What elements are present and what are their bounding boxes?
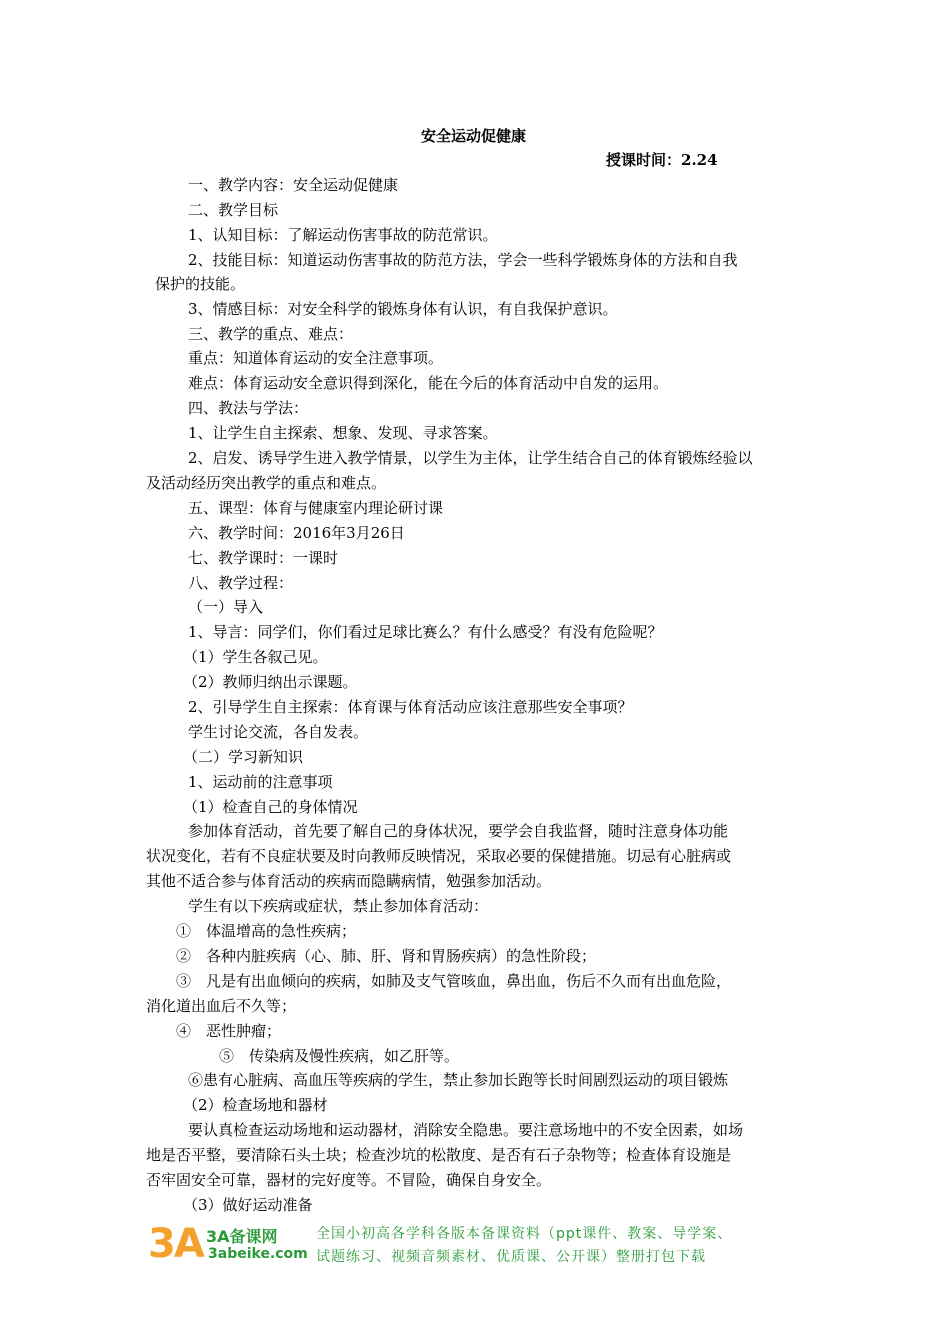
text-line: 四、教法与学法： bbox=[188, 399, 309, 417]
text-line: ③ 凡是有出血倾向的疾病，如肺及支气管咳血，鼻出血，伤后不久而有出血危险， bbox=[176, 972, 732, 990]
text-line: 其他不适合参与体育活动的疾病而隐瞒病情，勉强参加活动。 bbox=[146, 872, 552, 890]
text-line: 八、教学过程： bbox=[188, 574, 294, 592]
text-line: ⑤ 传染病及慢性疾病，如乙肝等。 bbox=[219, 1047, 460, 1065]
text-line: 一、教学内容：安全运动促健康 bbox=[188, 176, 399, 194]
text-line: （1）学生各叙己见。 bbox=[183, 648, 328, 666]
text-line: 1、让学生自主探索、想象、发现、寻求答案。 bbox=[188, 424, 498, 442]
text-line: （二）学习新知识 bbox=[183, 748, 304, 766]
footer-text-line2: 试题练习、视频音频素材、优质课、公开课）整册打包下载 bbox=[316, 1249, 706, 1265]
text-line: ② 各种内脏疾病（心、肺、肝、肾和胃肠疾病）的急性阶段； bbox=[176, 947, 597, 965]
text-line: ① 体温增高的急性疾病； bbox=[176, 922, 357, 940]
text-line: 2、技能目标：知道运动伤害事故的防范方法，学会一些科学锻炼身体的方法和自我 bbox=[188, 251, 738, 269]
logo-mark: 3A bbox=[148, 1221, 203, 1267]
text-line: 状况变化，若有不良症状要及时向教师反映情况，采取必要的保健措施。切忌有心脏病或 bbox=[146, 847, 732, 865]
text-line: 三、教学的重点、难点： bbox=[188, 325, 354, 343]
text-line: ⑥患有心脏病、高血压等疾病的学生，禁止参加长跑等长时间剧烈运动的项目锻炼 bbox=[188, 1071, 729, 1089]
text-line: 2、引导学生自主探索：体育课与体育活动应该注意那些安全事项？ bbox=[188, 698, 633, 716]
text-line: 参加体育活动，首先要了解自己的身体状况，要学会自我监督，随时注意身体功能 bbox=[188, 822, 729, 840]
text-line: 六、教学时间：2016年3月26日 bbox=[188, 524, 405, 542]
text-line: （2）检查场地和器材 bbox=[183, 1096, 328, 1114]
text-line: （2）教师归纳出示课题。 bbox=[183, 673, 358, 691]
text-line: 要认真检查运动场地和运动器材，消除安全隐患。要注意场地中的不安全因素，如场 bbox=[188, 1121, 744, 1139]
lesson-date: 授课时间：2.24 bbox=[606, 151, 718, 169]
text-line: 重点：知道体育运动的安全注意事项。 bbox=[188, 349, 444, 367]
text-line: 1、运动前的注意事项 bbox=[188, 773, 333, 791]
text-line: 否牢固安全可靠，器材的完好度等。不冒险，确保自身安全。 bbox=[146, 1171, 552, 1189]
text-line: 2、启发、诱导学生进入教学情景，以学生为主体，让学生结合自己的体育锻炼经验以 bbox=[188, 449, 753, 467]
logo-name: 3A备课网 bbox=[206, 1227, 278, 1246]
text-line: 七、教学课时：一课时 bbox=[188, 549, 339, 567]
text-line: （1）检查自己的身体情况 bbox=[183, 798, 358, 816]
text-line: （一）导入 bbox=[188, 598, 264, 616]
doc-title: 安全运动促健康 bbox=[421, 127, 527, 145]
text-line: 学生讨论交流，各自发表。 bbox=[188, 723, 369, 741]
text-line: 地是否平整，要清除石头土块；检查沙坑的松散度、是否有石子杂物等；检查体育设施是 bbox=[146, 1146, 732, 1164]
text-line: 难点：体育运动安全意识得到深化，能在今后的体育活动中自发的运用。 bbox=[188, 374, 669, 392]
text-line: 1、导言：同学们，你们看过足球比赛么？有什么感受？有没有危险呢？ bbox=[188, 623, 663, 641]
text-line: 3、情感目标：对安全科学的锻炼身体有认识，有自我保护意识。 bbox=[188, 300, 618, 318]
text-line: 二、教学目标 bbox=[188, 201, 279, 219]
text-line: 1、认知目标：了解运动伤害事故的防范常识。 bbox=[188, 226, 498, 244]
logo-url: 3abeike.com bbox=[208, 1246, 308, 1262]
footer-text-line1: 全国小初高各学科各版本备课资料（ppt课件、教案、导学案、 bbox=[316, 1226, 733, 1242]
text-line: ④ 恶性肿瘤； bbox=[176, 1022, 282, 1040]
text-line: 学生有以下疾病或症状，禁止参加体育活动： bbox=[188, 897, 489, 915]
text-line: 保护的技能。 bbox=[155, 275, 246, 293]
site-logo bbox=[148, 1221, 308, 1268]
text-line: 及活动经历突出教学的重点和难点。 bbox=[146, 474, 387, 492]
text-line: 五、课型：体育与健康室内理论研讨课 bbox=[188, 499, 444, 517]
text-line: 消化道出血后不久等； bbox=[146, 997, 297, 1015]
text-line: （3）做好运动准备 bbox=[183, 1196, 313, 1214]
